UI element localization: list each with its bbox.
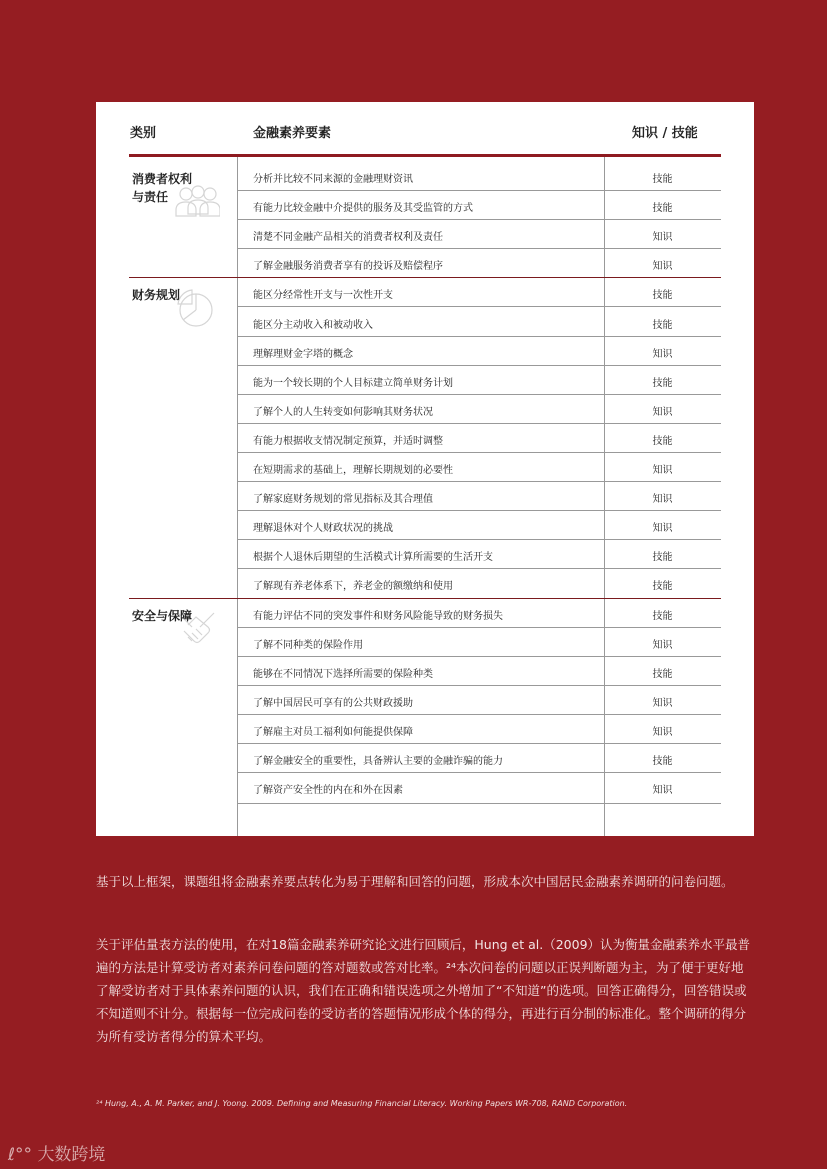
table-row [237,337,721,366]
type-text: 技能 [652,610,673,622]
type-text: 知识 [652,785,673,797]
pie-chart-icon [174,288,214,332]
type-text: 技能 [652,290,673,302]
type-text: 知识 [652,697,673,709]
element-text: 理解退休对个人财政状况的挑战 [253,523,393,535]
table-row [237,744,721,773]
table-row [237,395,721,424]
element-text: 了解雇主对员工福利如何能提供保障 [253,726,413,738]
element-text: 了解现有养老体系下，养老金的额缴纳和使用 [253,581,453,593]
element-text: 了解资产安全性的内在和外在因素 [253,785,403,797]
table-row [237,162,721,191]
table-row [237,424,721,453]
framework-table [96,102,754,836]
row-divider [237,803,721,804]
type-text: 知识 [652,465,673,476]
table-row [237,511,721,540]
table-row [237,628,721,657]
table-row [237,191,721,220]
element-text: 能区分经常性开支与一次性开支 [253,290,393,302]
type-text: 技能 [652,174,673,185]
paragraph-1: 基于以上框架，课题组将金融素养要点转化为易于理解和回答的问题，形成本次中国居民金融素养调研的问卷问题。 [96,874,734,889]
element-text: 了解金融服务消费者享有的投诉及赔偿程序 [253,261,443,273]
logo-mark-icon: ℓ°° [8,1145,38,1165]
type-text: 知识 [652,406,673,418]
element-text: 了解家庭财务规划的常见指标及其合理值 [253,494,433,506]
element-text: 有能力根据收支情况制定预算，并适时调整 [253,435,443,447]
element-text: 在短期需求的基础上，理解长期规划的必要性 [253,465,453,476]
section-label: 财务规划 [132,288,181,303]
element-text: 了解金融安全的重要性，具备辨认主要的金融诈骗的能力 [253,756,503,767]
table-row [237,686,721,715]
type-text: 技能 [652,319,673,331]
table-row [237,308,721,337]
element-text: 有能力比较金融中介提供的服务及其受监管的方式 [253,203,473,215]
table-row [237,773,721,802]
element-text: 了解中国居民可享有的公共财政援助 [253,697,413,709]
table-row [237,599,721,628]
type-text: 知识 [652,232,673,244]
section-label: 消费者权利与责任 [132,172,193,204]
type-text: 技能 [652,377,673,389]
type-text: 技能 [652,203,673,215]
table-row [237,249,721,278]
type-text: 知识 [652,523,673,535]
type-text: 知识 [652,494,673,506]
people-icon [174,184,220,222]
logo [8,1140,105,1165]
header-divider [129,154,721,157]
table-row [237,540,721,569]
element-text: 理解理财金字塔的概念 [253,348,353,360]
element-text: 能够在不同情况下选择所需要的保险种类 [253,668,433,680]
type-text: 知识 [652,726,673,738]
header-category: 类别 [130,126,157,141]
table-row [237,569,721,598]
element-text: 有能力评估不同的突发事件和财务风险能导致的财务损失 [253,610,503,622]
element-text: 分析并比较不同来源的金融理财资讯 [253,174,413,185]
header-element: 金融素养要素 [253,126,332,141]
paragraph-2: 关于评估量表方法的使用，在对18篇金融素养研究论文进行回顾后，Hung et al.（2009）认为衡量金融素养水平最普遍的方法是计算受访者对素养问卷问题的答对题数或答对比率。²⁴本次问卷的问题以正误判断题为主，为了便于更好地了解受访者对于具体素养问题的认识，我们在正确和错误选项之外增加了“不知道”的选项。回答正确得分，回答错误或不知道则不计分。根据每一位完成问卷的受访者的答题情况形成个体的得分，再进行百分制的标准化。整个调研的得分为所有受访者得分的算术平均。 [96,937,751,1044]
element-text: 了解个人的人生转变如何影响其财务状况 [253,406,433,418]
type-text: 技能 [652,581,673,593]
logo-text: 大数跨境 [37,1145,106,1165]
element-text: 能区分主动收入和被动收入 [253,319,373,331]
table-row [237,482,721,511]
element-text: 根据个人退休后期望的生活模式计算所需要的生活开支 [253,552,493,564]
table-row [237,366,721,395]
element-text: 清楚不同金融产品相关的消费者权利及责任 [253,232,443,244]
element-text: 了解不同种类的保险作用 [253,639,363,651]
table-row [237,278,721,307]
table-row [237,715,721,744]
type-text: 技能 [652,668,673,680]
type-text: 知识 [652,639,673,651]
section-label: 安全与保障 [132,608,193,623]
type-text: 知识 [652,261,673,273]
table-row [237,657,721,686]
footnote: ²⁴ Hung, A., A. M. Parker, and J. Yoong. 2009. Defining and Measuring Financial Literacy. Working Papers WR-708, RAND Corporation. [96,1099,628,1108]
type-text: 技能 [652,552,673,564]
element-text: 能为一个较长期的个人目标建立简单财务计划 [253,377,453,389]
table-row [237,453,721,482]
type-text: 技能 [652,435,673,447]
type-text: 知识 [652,348,673,360]
header-type: 知识 / 技能 [632,126,698,141]
table-row [237,220,721,249]
type-text: 技能 [652,756,673,767]
handshake-icon [174,609,218,653]
